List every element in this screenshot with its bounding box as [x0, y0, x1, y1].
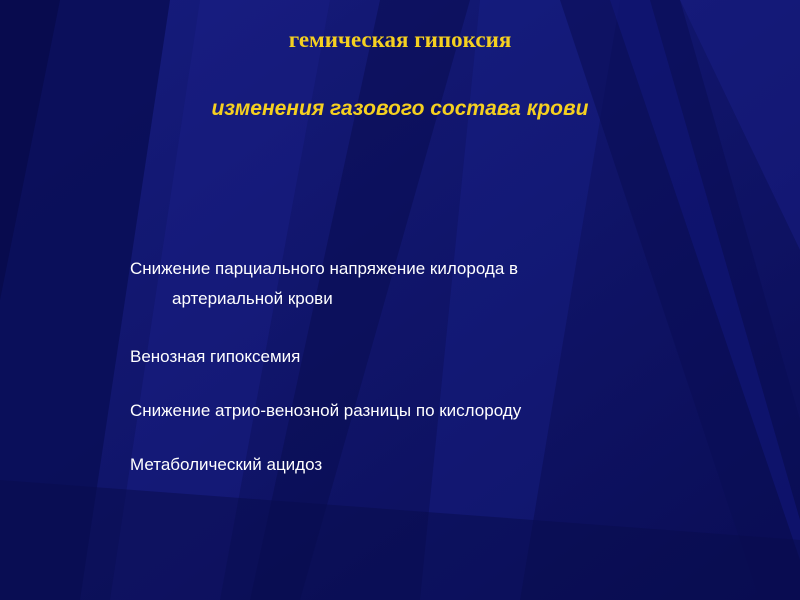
list-item-line-1: Снижение парциального напряжение килорода в	[130, 259, 519, 278]
list-item-text: Метаболический ацидоз	[130, 455, 323, 474]
list-item	[130, 342, 300, 372]
list-item-line-2: артериальной крови	[172, 289, 333, 308]
list-item	[130, 396, 521, 426]
slide-subtitle: изменения газового состава крови	[211, 97, 589, 120]
list-item	[130, 450, 322, 480]
list-item-text: Венозная гипоксемия	[130, 347, 301, 366]
slide-title: гемическая гипоксия	[288, 27, 512, 52]
list-item-text: Снижение атрио-венозной разницы по кислороду	[130, 401, 522, 420]
list-item	[130, 254, 518, 314]
